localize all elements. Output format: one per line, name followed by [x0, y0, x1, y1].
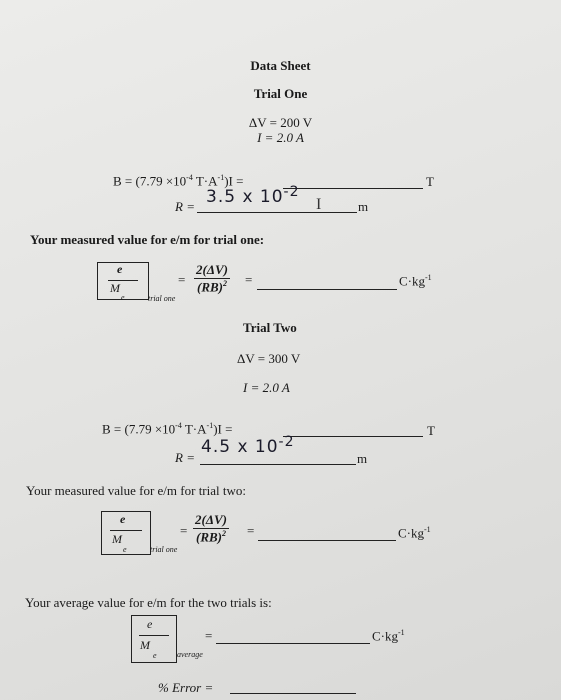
- trial-two-em-trial-label: trial one: [150, 545, 178, 554]
- trial-one-em-sub: e: [121, 293, 125, 302]
- trial-two-voltage: ΔV = 300 V: [237, 351, 301, 366]
- trial-one-em-answer-line[interactable]: [257, 289, 397, 290]
- average-em-fraction-bar: [139, 635, 169, 636]
- average-em-answer-line[interactable]: [216, 643, 370, 644]
- trial-one-r-label: R =: [175, 199, 195, 214]
- trial-two-em-unit: $C\cdot kg^{-1}$: [398, 525, 431, 541]
- trial-two-formula: [193, 512, 229, 545]
- trial-two-b-answer-line[interactable]: [283, 436, 423, 437]
- average-prompt: Your average value for e/m for the two trials is:: [25, 595, 272, 610]
- trial-two-b-formula: $B = (7.79 \times 10^{-4}$ $T\cdot A^{-1})I$ =: [102, 421, 233, 437]
- trial-two-formula-num: 2(ΔV): [195, 512, 227, 527]
- trial-two-r-answer-line[interactable]: [200, 464, 356, 465]
- trial-one-equals-2: =: [245, 272, 253, 287]
- trial-two-b-unit: T: [427, 423, 435, 438]
- trial-one-em-unit: $C\cdot kg^{-1}$: [399, 273, 432, 289]
- trial-one-r-answer-line[interactable]: [197, 212, 357, 213]
- trial-one-voltage: ΔV = 200 V: [248, 115, 313, 130]
- trial-two-prompt: Your measured value for e/m for trial two:: [26, 483, 246, 498]
- average-em-sub: e: [153, 651, 157, 660]
- trial-two-equals-1: =: [180, 523, 188, 538]
- percent-error-answer-line[interactable]: [230, 693, 356, 694]
- cursor-i-beam-icon: I: [316, 196, 322, 213]
- trial-two-em-e: e: [120, 512, 126, 526]
- average-em-unit: $C\cdot kg^{-1}$: [372, 628, 405, 644]
- trial-two-r-unit: m: [357, 451, 368, 466]
- trial-one-current: I = 2.0 A: [257, 130, 304, 145]
- trial-two-r-value: 4.5 x $10^{-2}$: [201, 434, 295, 457]
- trial-two-heading: Trial Two: [243, 320, 297, 335]
- trial-one-b-answer-line[interactable]: [283, 188, 423, 189]
- trial-one-formula-den: (RB)$^2$: [196, 279, 227, 295]
- average-em-e: e: [147, 617, 153, 631]
- trial-two-equals-2: =: [247, 523, 255, 538]
- trial-one-b-formula: $B = (7.79 \times 10^{-4}$ $T\cdot A^{-1})I$ =: [113, 173, 244, 189]
- trial-two-em-sub: e: [123, 545, 127, 554]
- average-equals: =: [205, 628, 213, 643]
- trial-one-em-m: M: [110, 281, 120, 295]
- trial-one-formula-num: 2(ΔV): [196, 262, 228, 277]
- trial-one-em-trial-label: trial one: [148, 294, 176, 303]
- trial-one-heading: Trial One: [253, 86, 308, 101]
- trial-two-r-label: R =: [175, 450, 195, 465]
- trial-one-em-e: e: [117, 262, 123, 276]
- average-em-label: average: [177, 650, 203, 659]
- percent-error-label: % Error =: [158, 680, 214, 695]
- trial-one-r-unit: m: [358, 199, 369, 214]
- average-em-m: M: [140, 638, 150, 652]
- trial-two-em-answer-line[interactable]: [258, 540, 396, 541]
- trial-two-current: I = 2.0 A: [243, 380, 290, 395]
- trial-two-formula-den: (RB)$^2$: [195, 529, 226, 545]
- trial-one-r-value: 3.5 x $10^{-2}$: [206, 184, 300, 207]
- trial-one-equals-1: =: [178, 272, 186, 287]
- trial-one-prompt: Your measured value for e/m for trial one:: [30, 232, 265, 247]
- trial-two-em-m: M: [112, 532, 122, 546]
- trial-two-em-fraction-bar: [110, 530, 142, 531]
- page-title: Data Sheet: [250, 58, 311, 73]
- trial-one-b-unit: T: [426, 174, 434, 189]
- trial-one-formula: [194, 262, 230, 295]
